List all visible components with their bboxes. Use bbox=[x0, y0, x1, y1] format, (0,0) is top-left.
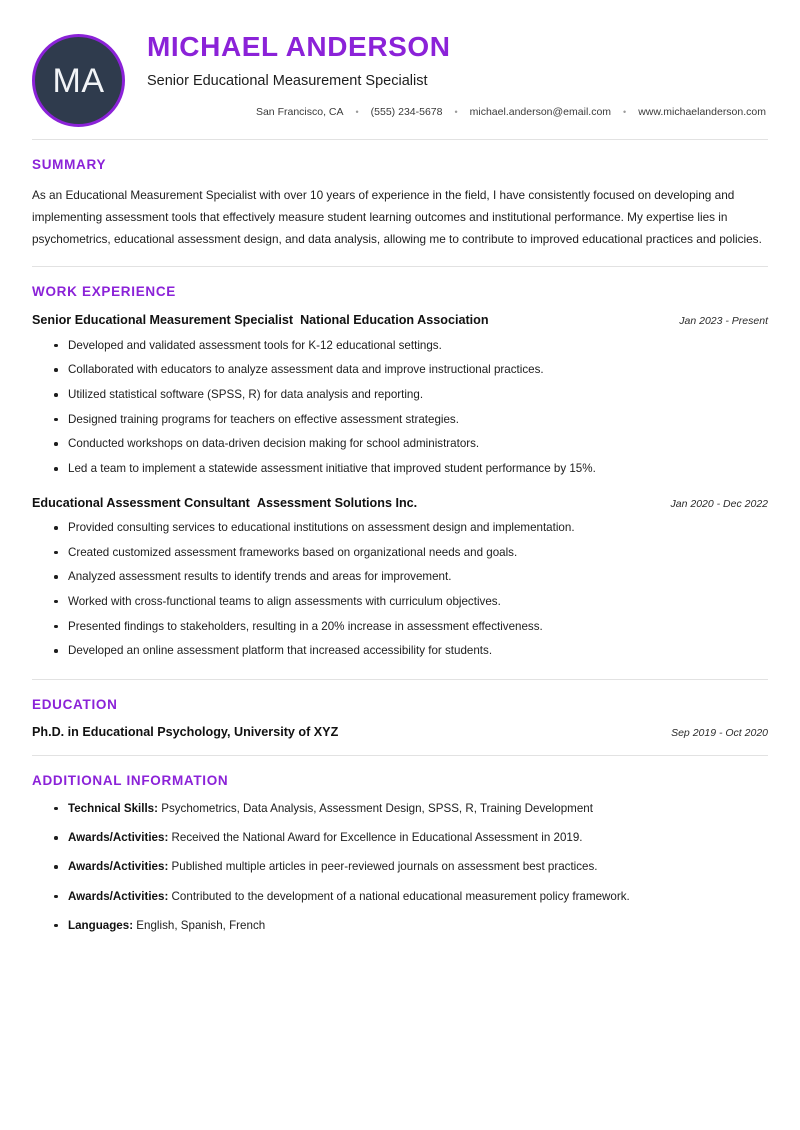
experience-role-company bbox=[32, 312, 489, 328]
list-item: Presented findings to stakeholders, resulting in a 20% increase in assessment effectiveness. bbox=[54, 619, 768, 635]
info-label: Technical Skills: bbox=[68, 801, 158, 815]
info-value: Published multiple articles in peer-reviewed journals on assessment best practices. bbox=[171, 860, 598, 874]
list-item bbox=[54, 801, 768, 817]
list-item bbox=[54, 859, 768, 875]
info-value: Contributed to the development of a national educational measurement policy framework. bbox=[171, 889, 630, 903]
job-subtitle: Senior Educational Measurement Specialist bbox=[147, 72, 428, 89]
section-work-experience bbox=[32, 267, 768, 678]
list-item bbox=[54, 889, 768, 905]
education-degree: Ph.D. in Educational Psychology, University of XYZ bbox=[32, 724, 339, 739]
list-item bbox=[54, 918, 768, 934]
section-title-education: EDUCATION bbox=[32, 696, 118, 712]
additional-information-list bbox=[32, 801, 768, 934]
bullet-separator-icon: • bbox=[454, 107, 458, 118]
info-label: Languages: bbox=[68, 918, 134, 932]
experience-company: Assessment Solutions Inc. bbox=[256, 495, 418, 510]
avatar bbox=[32, 34, 125, 127]
page-title: MICHAEL ANDERSON bbox=[147, 31, 451, 62]
resume-header bbox=[32, 28, 768, 139]
list-item: Developed an online assessment platform that increased accessibility for students. bbox=[54, 643, 768, 659]
experience-company: National Education Association bbox=[300, 313, 489, 328]
experience-role: Senior Educational Measurement Specialist bbox=[32, 313, 294, 328]
list-item: Conducted workshops on data-driven decision making for school administrators. bbox=[54, 436, 768, 452]
info-label: Awards/Activities: bbox=[68, 860, 169, 874]
experience-dates: Jan 2020 - Dec 2022 bbox=[670, 497, 768, 510]
list-item: Created customized assessment frameworks based on organizational needs and goals. bbox=[54, 545, 768, 561]
experience-entry bbox=[32, 495, 768, 659]
experience-entry-header bbox=[32, 312, 768, 328]
section-additional-information bbox=[32, 756, 768, 950]
experience-role-company bbox=[32, 495, 417, 511]
info-label: Awards/Activities: bbox=[68, 831, 169, 845]
info-value: English, Spanish, French bbox=[136, 918, 266, 932]
list-item: Worked with cross-functional teams to align assessments with curriculum objectives. bbox=[54, 594, 768, 610]
bullet-separator-icon: • bbox=[355, 107, 359, 118]
list-item: Analyzed assessment results to identify trends and areas for improvement. bbox=[54, 569, 768, 585]
list-item: Designed training programs for teachers on effective assessment strategies. bbox=[54, 412, 768, 428]
list-item: Led a team to implement a statewide assessment initiative that improved student performance by 15%. bbox=[54, 461, 768, 477]
contact-website[interactable]: www.michaelanderson.com bbox=[638, 106, 766, 119]
info-label: Awards/Activities: bbox=[68, 889, 169, 903]
info-value: Received the National Award for Excellence in Educational Assessment in 2019. bbox=[171, 831, 583, 845]
experience-bullet-list bbox=[32, 520, 768, 659]
contact-email[interactable]: michael.anderson@email.com bbox=[469, 106, 612, 119]
avatar-initials: MA bbox=[52, 61, 105, 100]
section-title-summary: SUMMARY bbox=[32, 157, 107, 172]
experience-entry bbox=[32, 312, 768, 476]
list-item bbox=[54, 830, 768, 846]
experience-dates: Jan 2023 - Present bbox=[679, 315, 768, 328]
experience-entry-header bbox=[32, 495, 768, 511]
contact-row bbox=[147, 106, 768, 118]
section-education bbox=[32, 680, 768, 755]
header-text-block bbox=[125, 28, 768, 118]
list-item: Utilized statistical software (SPSS, R) for data analysis and reporting. bbox=[54, 387, 768, 403]
section-title-additional-information: ADDITIONAL INFORMATION bbox=[32, 772, 229, 788]
experience-bullet-list bbox=[32, 338, 768, 477]
info-value: Psychometrics, Data Analysis, Assessment Design, SPSS, R, Training Development bbox=[161, 801, 593, 815]
section-title-work-experience: WORK EXPERIENCE bbox=[32, 284, 177, 300]
list-item: Provided consulting services to educational institutions on assessment design and implementation. bbox=[54, 520, 768, 536]
contact-phone: (555) 234-5678 bbox=[370, 106, 443, 119]
section-summary bbox=[32, 140, 768, 266]
contact-location: San Francisco, CA bbox=[255, 106, 344, 119]
list-item: Collaborated with educators to analyze assessment data and improve instructional practices. bbox=[54, 362, 768, 378]
education-dates: Sep 2019 - Oct 2020 bbox=[671, 726, 768, 739]
education-entry bbox=[32, 725, 768, 739]
summary-paragraph: As an Educational Measurement Specialist with over 10 years of experience in the field, I have consistently focused on developing and implementing assessment tools that effectively measure student learning outcomes and institutional performance. My expertise lies in psychometrics, educational assessment design, and data analysis, allowing me to contribute to improved educational practices and policies. bbox=[32, 188, 762, 246]
experience-role: Educational Assessment Consultant bbox=[32, 495, 250, 510]
bullet-separator-icon: • bbox=[623, 107, 627, 118]
list-item: Developed and validated assessment tools for K-12 educational settings. bbox=[54, 338, 768, 354]
